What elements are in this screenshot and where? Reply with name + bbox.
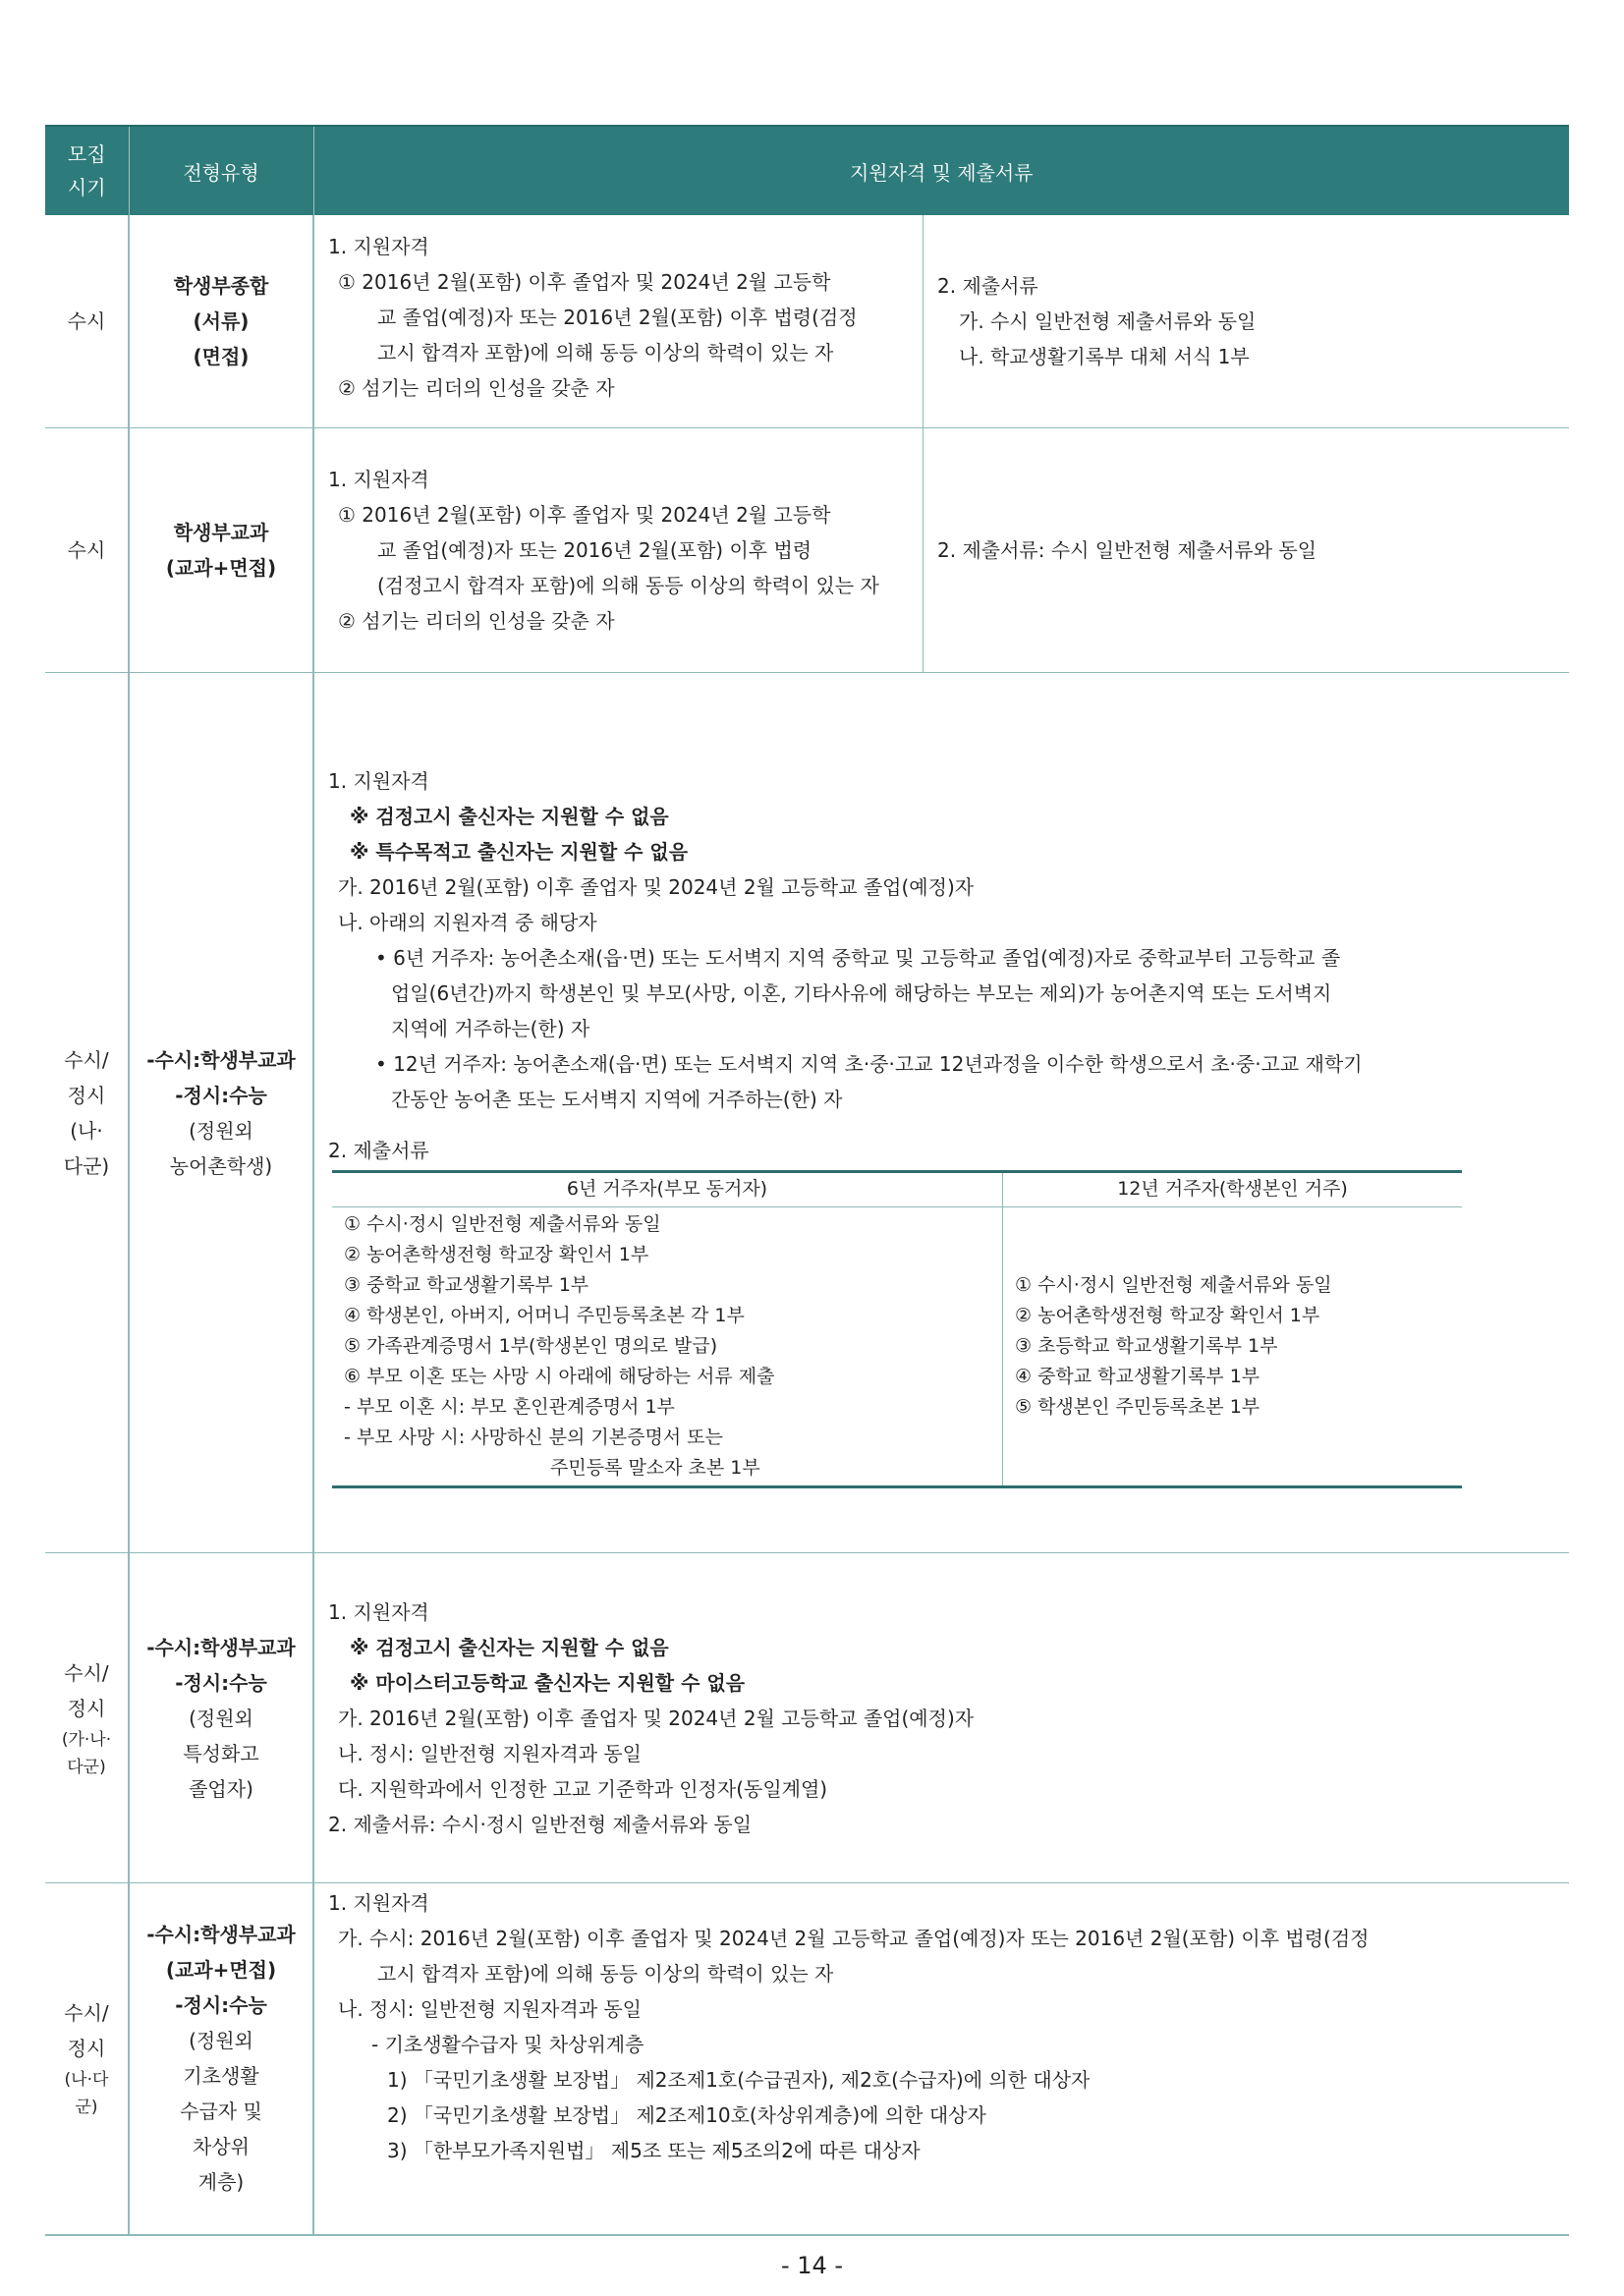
table-header-row (45, 126, 1569, 215)
header-requirements: 지원자격 및 제출서류 (313, 126, 1569, 215)
table-row (45, 1883, 1569, 2235)
admission-table (45, 125, 1569, 2236)
subtable-header-6yr: 6년 거주자(부모 동거자) (332, 1171, 1003, 1206)
type-cell: 학생부교과 (교과+면접) (129, 428, 313, 673)
table-row (45, 428, 1569, 673)
table-row (45, 1553, 1569, 1883)
table-row (45, 673, 1569, 1553)
type-cell: -수시:학생부교과 -정시:수능 (정원외 특성화고 졸업자) (129, 1553, 313, 1883)
period-cell: 수시/ 정시 (가·나· 다군) (45, 1553, 129, 1883)
qualification-block: 1. 지원자격 ① 2016년 2월(포함) 이후 졸업자 및 2024년 2월 고등학 교 졸업(예정)자 또는 2016년 2월(포함) 이후 법령(검정 고시 합격자 포함)에 의해 동등 이상의 학력이 있는 자 ② 섬기는 리더의 인성을 갖춘 자 (314, 215, 924, 427)
header-period: 모집 시기 (45, 126, 129, 215)
subtable-6yr-docs: ① 수시·정시 일반전형 제출서류와 동일 ② 농어촌학생전형 학교장 확인서 1부 ③ 중학교 학교생활기록부 1부 ④ 학생본인, 아버지, 어머니 주민등록초본 각 1부 ⑤ 가족관계증명서 1부(학생본인 명의로 발급) ⑥ 부모 이혼 또는 사망 시 아래에 해당하는 서류 제출 - 부모 이혼 시: 부모 혼인관계증명서 1부 - 부모 사망 시: 사망하신 분의 기본증명서 또는 주민등록 말소자 초본 1부 (332, 1206, 1003, 1486)
requirements-cell: 1. 지원자격 ※ 검정고시 출신자는 지원할 수 없음 ※ 특수목적고 출신자는 지원할 수 없음 가. 2016년 2월(포함) 이후 졸업자 및 2024년 2월 고등학교 졸업(예정)자 나. 아래의 지원자격 중 해당자 • 6년 거주자: 농어촌소재(읍·면) 또는 도서벽지 지역 중학교 및 고등학교 졸업(예정)자로 중학교부터 고등학교 졸 업일(6년간)까지 학생본인 및 부모(사망, 이혼, 기타사유에 해당하는 부모는 제외)가 농어촌지역 또는 도서벽지 지역에 거주하는(한) 자 • 12년 거주자: 농어촌소재(읍·면) 또는 도서벽지 지역 초·중·고교 12년과정을 이수한 학생으로서 초·중·고교 재학기 간동안 농어촌 또는 도서벽지 지역에 거주하는(한) 자 2. 제출서류 6년 거주자(부모 동거자) 12년 거주자(학생본인 거주) ① 수시·정시 일반전형 제출서류와 동일 ② 농어촌학생전형 학교장 확인서 1부 ③ 중학교 학교생활기록부 1부 ④ 학생본인, 아버지, 어머니 주민등록초본 각 1부 ⑤ 가족관계증명서 1부(학생본인 명의로 발급) ⑥ 부모 이혼 또는 사망 시 아래에 해당하는 서류 제출 - 부모 이혼 시: 부모 혼인관계증명서 1부 - 부모 사망 시: 사망하신 분의 기본증명서 또는 주민등록 말소자 초본 1부 ① 수시·정시 일반전형 제출서류와 동일 ② 농어촌학생전형 학교장 확인서 1부 ③ 초등학교 학교생활기록부 1부 ④ 중학교 학교생활기록부 1부 ⑤ 학생본인 주민등록초본 1부 (313, 673, 1569, 1553)
period-cell: 수시/ 정시 (나·다 군) (45, 1883, 129, 2235)
period-cell: 수시 (45, 428, 129, 673)
requirements-cell (313, 428, 1569, 673)
requirements-cell: 1. 지원자격 가. 수시: 2016년 2월(포함) 이후 졸업자 및 2024년 2월 고등학교 졸업(예정)자 또는 2016년 2월(포함) 이후 법령(검정 고시 합격자 포함)에 의해 동등 이상의 학력이 있는 자 나. 정시: 일반전형 지원자격과 동일 - 기초생활수급자 및 차상위계층 1) 「국민기초생활 보장법」 제2조제1호(수급권자), 제2호(수급자)에 의한 대상자 2) 「국민기초생활 보장법」 제2조제10호(차상위계층)에 의한 대상자 3) 「한부모가족지원법」 제5조 또는 제5조의2에 따른 대상자 (313, 1883, 1569, 2235)
type-cell: -수시:학생부교과 -정시:수능 (정원외 농어촌학생) (129, 673, 313, 1553)
period-cell: 수시 (45, 215, 129, 428)
documents-block: 2. 제출서류 가. 수시 일반전형 제출서류와 동일 나. 학교생활기록부 대체 서식 1부 (937, 274, 1257, 368)
documents-block: 2. 제출서류: 수시 일반전형 제출서류와 동일 (937, 538, 1317, 562)
table-row (45, 215, 1569, 428)
requirements-cell (313, 215, 1569, 428)
documents-subtable (332, 1170, 1462, 1488)
period-cell: 수시/ 정시 (나· 다군) (45, 673, 129, 1553)
subtable-12yr-docs: ① 수시·정시 일반전형 제출서류와 동일 ② 농어촌학생전형 학교장 확인서 1부 ③ 초등학교 학교생활기록부 1부 ④ 중학교 학교생활기록부 1부 ⑤ 학생본인 주민등록초본 1부 (1003, 1206, 1463, 1486)
type-cell: -수시:학생부교과 (교과+면접) -정시:수능 (정원외 기초생활 수급자 및 차상위 계층) (129, 1883, 313, 2235)
qualification-block: 1. 지원자격 ① 2016년 2월(포함) 이후 졸업자 및 2024년 2월 고등학 교 졸업(예정)자 또는 2016년 2월(포함) 이후 법령 (검정고시 합격자 포함)에 의해 동등 이상의 학력이 있는 자 ② 섬기는 리더의 인성을 갖춘 자 (314, 428, 924, 672)
page-number: - 14 - (780, 2252, 844, 2279)
requirements-cell: 1. 지원자격 ※ 검정고시 출신자는 지원할 수 없음 ※ 마이스터고등학교 출신자는 지원할 수 없음 가. 2016년 2월(포함) 이후 졸업자 및 2024년 2월 고등학교 졸업(예정)자 나. 정시: 일반전형 지원자격과 동일 다. 지원학과에서 인정한 고교 기준학과 인정자(동일계열) 2. 제출서류: 수시·정시 일반전형 제출서류와 동일 (313, 1553, 1569, 1883)
header-type: 전형유형 (129, 126, 313, 215)
subtable-header-12yr: 12년 거주자(학생본인 거주) (1003, 1171, 1463, 1206)
type-cell: 학생부종합 (서류) (면접) (129, 215, 313, 428)
